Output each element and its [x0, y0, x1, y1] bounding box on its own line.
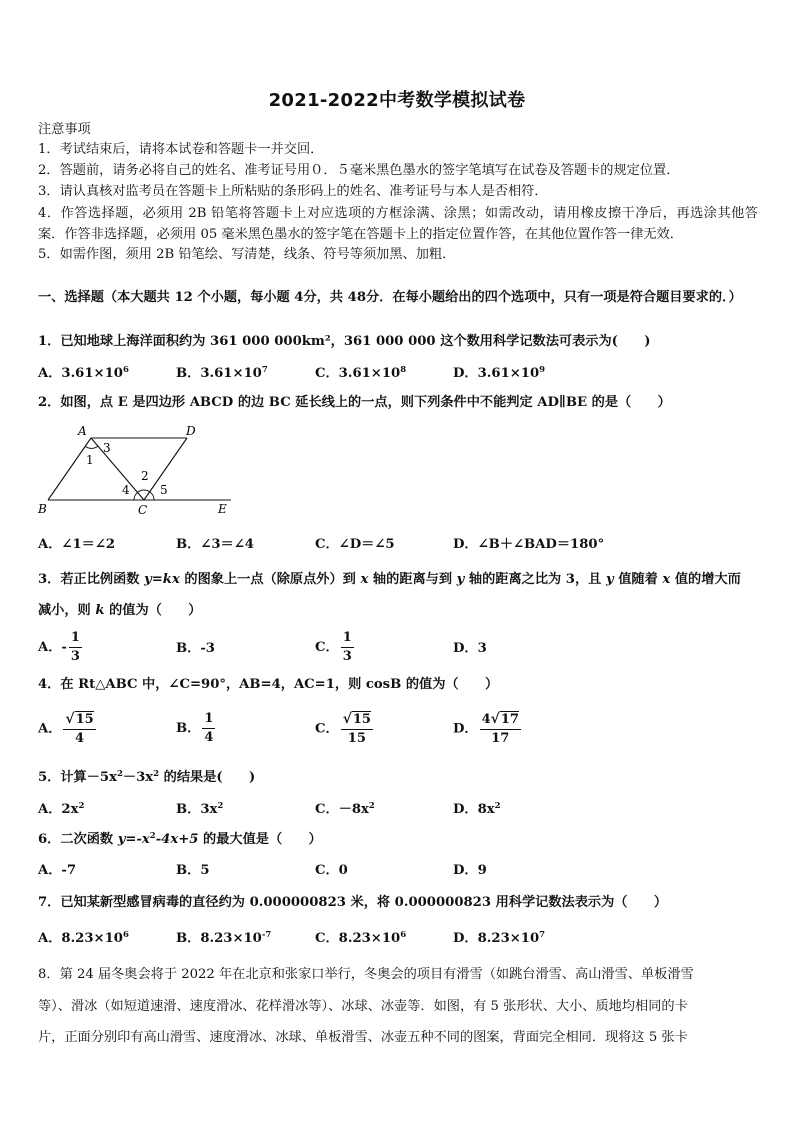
notice-heading: 注意事项 — [38, 122, 91, 137]
q4-option-c: C． $\frac{√15}{15}$ — [315, 711, 371, 746]
q5-option-d: D．$8x^2$ — [453, 801, 501, 817]
q4-stem: 4．在 Rt△ABC 中，∠C=90°，AB=4，AC=1，则 cosB 的值为（ ） — [38, 677, 499, 692]
q7-option-b: B．$8.23\times 10^{-7}$ — [176, 930, 272, 946]
notice-item-4: 4．作答选择题，必须用 2B 铅笔将答题卡上对应选项的方框涂满、涂黑；如需改动，请用橡皮擦干净后，再选涂其他答案．作答非选择题，必须用 05 毫米黑色墨水的签字笔在答题卡上的指定位置作答，在其他位置作答一律无效． — [38, 206, 758, 242]
q3-stem-line1: 3．若正比例函数 y=kx 的图象上一点（除原点外）到 x 轴的距离与到 y 轴的距离之比为 3，且 y 值随着 x 值的增大而 — [38, 572, 741, 587]
q3-option-d: D．3 — [453, 641, 487, 656]
q2-angle-5: 5 — [160, 483, 168, 497]
q6-stem: 6．二次函数 $y=-x^2-4x+5$ 的最大值是（ ） — [38, 831, 322, 847]
q5-option-a: A．$2x^2$ — [38, 801, 85, 817]
q1-stem: 1．已知地球上海洋面积约为 361 000 000km²，361 000 000 这个数用科学记数法可表示为( ) — [38, 334, 651, 349]
q3-option-b: B．-3 — [176, 641, 215, 656]
q2-label-a: A — [78, 424, 87, 438]
section-heading: 一、选择题（本大题共 12 个小题，每小题 4分，共 48分．在每小题给出的四个选项中，只有一项是符合题目要求的．） — [38, 290, 742, 305]
q5-stem: 5．计算$-5x^2-3x^2$ 的结果是( ) — [38, 769, 256, 785]
q6-option-b: B．5 — [176, 863, 210, 878]
q4-option-d: D． $\frac{4√17}{17}$ — [453, 711, 519, 746]
q5-option-c: C．$-8x^2$ — [315, 801, 375, 817]
q1-option-d: D．$3.61\times 10^9$ — [453, 365, 546, 381]
q3-option-c: C． $\frac{1}{3}$ — [315, 630, 352, 664]
q7-option-a: A．$8.23\times 10^6$ — [38, 930, 129, 946]
q2-angle-4: 4 — [122, 483, 130, 497]
q2-label-c: C — [138, 503, 148, 517]
q3-stem-line2: 减小，则 k 的值为（ ） — [38, 603, 202, 618]
q3-option-a: A．- $\frac{1}{3}$ — [38, 630, 80, 664]
q2-option-d: D．∠B＋∠BAD＝180° — [453, 537, 605, 552]
notice-item-2: 2．答题前，请务必将自己的姓名、准考证号用０．５毫米黑色墨水的签字笔填写在试卷及答题卡的规定位置． — [38, 163, 680, 178]
q2-stem: 2．如图，点 E 是四边形 ABCD 的边 BC 延长线上的一点，则下列条件中不能判定 AD∥BE 的是（ ） — [38, 395, 671, 410]
q1-option-b: B．$3.61\times 10^7$ — [176, 365, 268, 381]
q2-angle-3: 3 — [103, 441, 111, 455]
exam-title: 2021-2022中考数学模拟试卷 — [268, 90, 526, 111]
q1-option-c: C．$3.61\times 10^8$ — [315, 365, 407, 381]
notice-item-1: 1．考试结束后，请将本试卷和答题卡一并交回． — [38, 142, 324, 157]
q6-option-a: A．-7 — [38, 863, 77, 878]
q2-option-b: B．∠3＝∠4 — [176, 537, 254, 552]
q2-option-c: C．∠D＝∠5 — [315, 537, 395, 552]
q7-option-d: D．$8.23\times 10^7$ — [453, 930, 546, 946]
q2-label-e: E — [218, 502, 227, 516]
q5-option-b: B．$3x^2$ — [176, 801, 224, 817]
q8-line-2: 等）、滑冰（如短道速滑、速度滑冰、花样滑冰等）、冰球、冰壶等．如图，有 5 张形状、大小、质地均相同的卡 — [38, 999, 688, 1014]
q6-option-c: C．0 — [315, 863, 348, 878]
q4-option-a: A． $\frac{√15}{4}$ — [38, 711, 94, 746]
notice-item-3: 3．请认真核对监考员在答题卡上所粘贴的条形码上的姓名、准考证号与本人是否相符． — [38, 184, 548, 199]
q7-stem: 7．已知某新型感冒病毒的直径约为 0.000000823 米，将 0.000000823 用科学记数法表示为（ ） — [38, 895, 668, 910]
notice-item-5: 5．如需作图，须用 2B 铅笔绘、写清楚，线条、符号等须加黑、加粗． — [38, 247, 456, 262]
q7-option-c: C．$8.23\times 10^6$ — [315, 930, 407, 946]
q2-figure — [34, 420, 239, 520]
q2-option-a: A．∠1＝∠2 — [38, 537, 116, 552]
q2-label-d: D — [186, 424, 196, 438]
q2-angle-2: 2 — [141, 469, 149, 483]
q6-option-d: D．9 — [453, 863, 487, 878]
q1-option-a: A．$3.61\times 10^6$ — [38, 365, 129, 381]
q2-label-b: B — [38, 502, 47, 516]
q8-line-3: 片，正面分别印有高山滑雪、速度滑冰、冰球、单板滑雪、冰壶五种不同的图案，背面完全相同．现将这 5 张卡 — [38, 1030, 688, 1045]
q4-option-b: B． $\frac{1}{4}$ — [176, 711, 214, 745]
q2-angle-1: 1 — [86, 453, 94, 467]
q8-line-1: 8．第 24 届冬奥会将于 2022 年在北京和张家口举行，冬奥会的项目有滑雪（如跳台滑雪、高山滑雪、单板滑雪 — [38, 967, 694, 982]
